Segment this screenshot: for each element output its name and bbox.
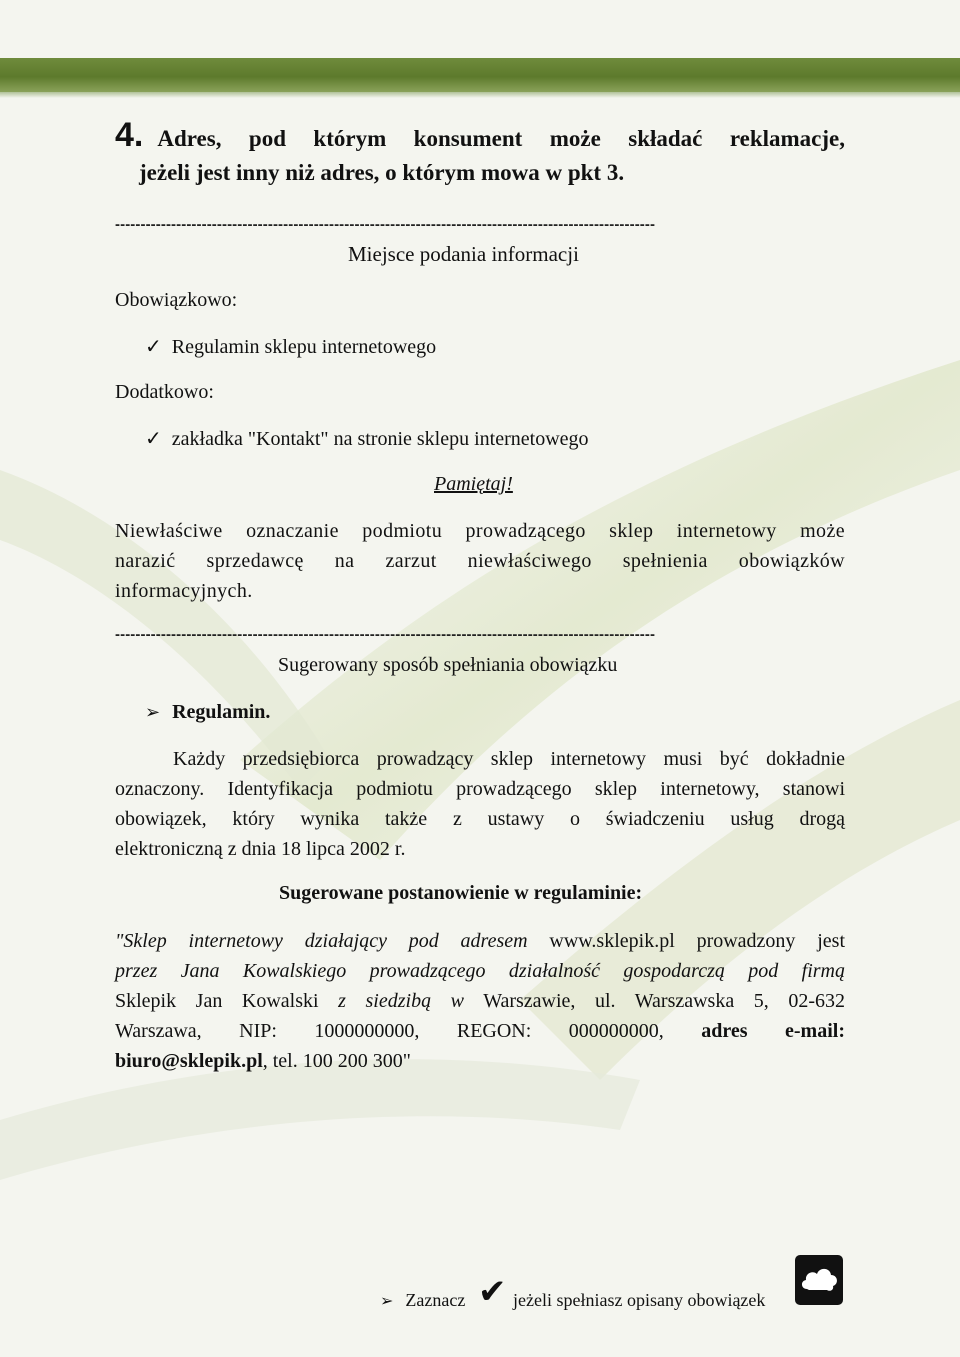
quote-4b: adres e-mail: — [701, 1020, 845, 1042]
suggested-item — [145, 701, 270, 724]
footer-instruction — [380, 1290, 465, 1311]
checkbox-box[interactable] — [795, 1255, 843, 1305]
info-place-title: Miejsce podania informacji — [348, 242, 579, 266]
body-line1: Każdy przedsiębiorca prowadzący sklep internetowy musi być dokładnie — [173, 748, 845, 770]
optional-item — [145, 426, 589, 451]
quote-5b: , tel. 100 200 300" — [262, 1050, 411, 1072]
body-line2: oznaczony. Identyfikacja podmiotu prowadzącego sklep internetowy, stanowi — [115, 778, 845, 800]
body-line3: obowiązek, który wynika także z ustawy o świadczeniu usług drogą — [115, 808, 845, 830]
checkmark-icon: ✓ — [145, 334, 162, 358]
reminder-line2: narazić sprzedawcę na zarzut niewłaściwego spełnienia obowiązków — [115, 550, 845, 572]
section-title-line1: Adres, pod którym konsument może składać reklamacje, — [157, 126, 845, 151]
provision-quote — [115, 926, 845, 1076]
reminder-title: Pamiętaj! — [434, 473, 513, 495]
quote-1c: prowadzony jest — [696, 930, 846, 952]
contact-email: biuro@sklepik.pl — [115, 1050, 263, 1072]
quote-3b: z siedzibą w — [338, 990, 464, 1012]
quote-3a: Sklepik Jan Kowalski — [115, 990, 319, 1012]
section-number: 4. — [115, 116, 144, 154]
suggested-item-text: Regulamin. — [172, 701, 271, 723]
divider-middle: ---------------------------------------------------------------------------------------------------------- — [115, 626, 656, 643]
quote-1a: "Sklep internetowy działający pod adresem — [115, 930, 528, 952]
footer-suffix: jeżeli spełniasz opisany obowiązek — [513, 1290, 766, 1310]
arrow-bullet-icon: ➢ — [380, 1291, 394, 1310]
optional-label: Dodatkowo: — [115, 381, 214, 403]
arrow-bullet-icon: ➢ — [145, 702, 161, 723]
mandatory-item-text: Regulamin sklepu internetowego — [171, 336, 437, 358]
body-line4: elektroniczną z dnia 18 lipca 2002 r. — [115, 838, 406, 860]
checkmark-icon: ✓ — [145, 426, 162, 450]
reminder-line1: Niewłaściwe oznaczanie podmiotu prowadzącego sklep internetowy może — [115, 520, 845, 542]
divider-top: ---------------------------------------------------------------------------------------------------------- — [115, 216, 656, 233]
mandatory-label: Obowiązkowo: — [115, 289, 238, 311]
section-title-line2: jeżeli jest inny niż adres, o którym mowa w pkt 3. — [139, 160, 625, 185]
provision-title: Sugerowane postanowienie w regulaminie: — [279, 882, 643, 904]
suggested-body — [115, 744, 845, 864]
quote-4a: Warszawa, NIP: 1000000000, REGON: 000000000, — [115, 1020, 664, 1042]
big-checkmark-icon: ✔ — [478, 1272, 507, 1312]
shop-url: www.sklepik.pl — [549, 930, 675, 952]
suggested-title: Sugerowany sposób spełniania obowiązku — [278, 654, 618, 676]
footer-prefix: Zaznacz — [405, 1290, 466, 1310]
quote-3c: Warszawie, ul. Warszawska 5, 02-632 — [483, 990, 846, 1012]
reminder-line3: informacyjnych. — [115, 580, 253, 602]
optional-item-text: zakładka "Kontakt" na stronie sklepu internetowego — [171, 428, 589, 450]
cloud-icon — [795, 1255, 843, 1305]
reminder-text — [115, 516, 845, 606]
mandatory-item — [145, 334, 436, 359]
section-heading — [115, 118, 845, 190]
quote-2: przez Jana Kowalskiego prowadzącego działalność gospodarczą pod firmą — [115, 960, 845, 982]
